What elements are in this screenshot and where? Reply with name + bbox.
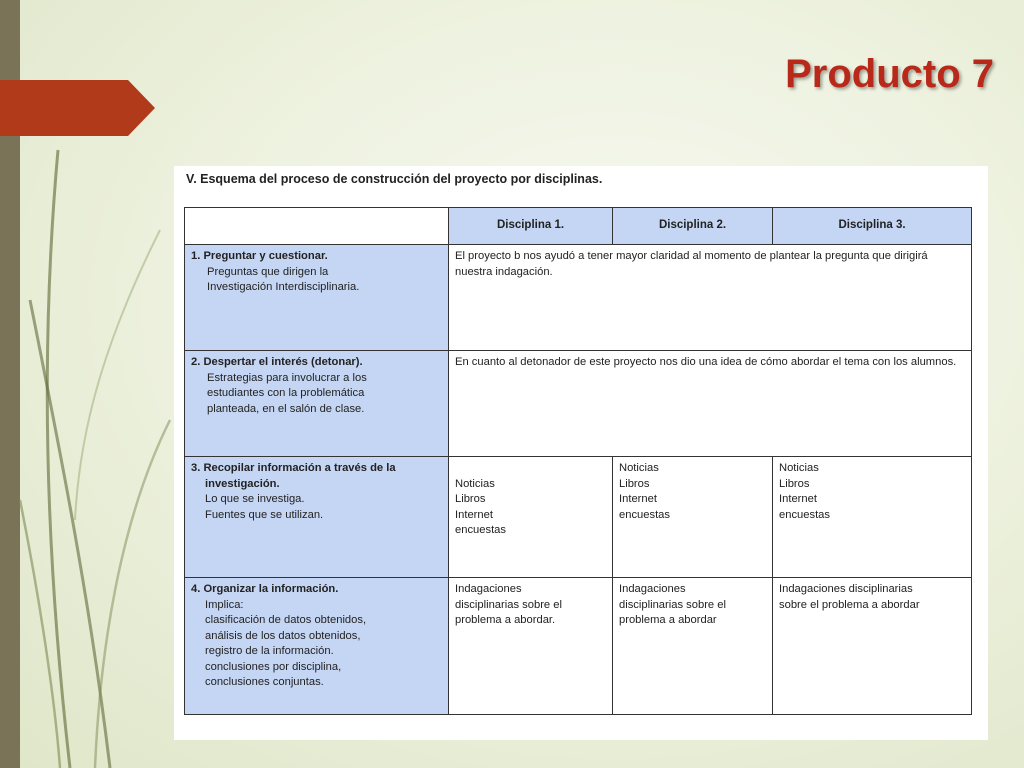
- row-1-desc-line: Preguntas que dirigen la: [207, 265, 329, 278]
- row-4-desc-line: Implica:: [205, 598, 244, 611]
- row-2-title: 2. Despertar el interés (detonar).: [191, 356, 363, 368]
- scheme-table: [184, 207, 972, 715]
- row-4-disciplina-2-cell: [613, 578, 773, 715]
- cell-line: problema a abordar.: [455, 614, 556, 626]
- document-image: [174, 166, 988, 740]
- row-4-disciplina-1-cell: [449, 578, 613, 715]
- header-disciplina-3: Disciplina 3.: [773, 208, 972, 245]
- table-header-row: [185, 208, 972, 245]
- cell-line: encuestas: [455, 524, 506, 536]
- row-3-disciplina-1-cell: [449, 457, 613, 578]
- cell-line: Internet: [455, 508, 493, 521]
- cell-line: disciplinarias sobre el: [455, 598, 562, 611]
- row-header-1: [185, 245, 449, 351]
- document-heading: V. Esquema del proceso de construcción del proyecto por disciplinas.: [186, 172, 603, 186]
- row-3-disciplina-3-cell: [773, 457, 972, 578]
- row-4-desc-line: registro de la información.: [205, 645, 334, 657]
- cell-line: Indagaciones: [619, 583, 686, 595]
- row-4-title: 4. Organizar la información.: [191, 583, 339, 595]
- cell-line: disciplinarias sobre el: [619, 598, 726, 611]
- red-arrow-shape: [0, 80, 155, 136]
- header-cell-empty: [185, 208, 449, 245]
- row-4-desc-line: conclusiones conjuntas.: [205, 676, 324, 688]
- table-row: [185, 245, 972, 351]
- row-3-desc-line: Fuentes que se utilizan.: [205, 508, 324, 521]
- row-3-title: 3. Recopilar información a través de la: [191, 462, 396, 474]
- row-2-desc-line: planteada, en el salón de clase.: [207, 402, 365, 415]
- cell-line: Noticias: [455, 477, 495, 490]
- table-row: [185, 578, 972, 715]
- cell-line: Libros: [779, 477, 810, 490]
- cell-line: encuestas: [619, 508, 670, 521]
- row-4-desc-line: conclusiones por disciplina,: [205, 660, 342, 673]
- cell-line: encuestas: [779, 508, 830, 521]
- row-2-desc-line: Estrategias para involucrar a los: [207, 371, 367, 384]
- row-4-desc-line: clasificación de datos obtenidos,: [205, 614, 367, 626]
- cell-line: Internet: [619, 493, 657, 505]
- cell-line: Libros: [619, 477, 650, 490]
- cell-line: Indagaciones: [455, 583, 522, 595]
- row-2-desc-line: estudiantes con la problemática: [207, 387, 365, 399]
- table-row: [185, 457, 972, 578]
- slide-title: Producto 7: [785, 52, 994, 96]
- cell-line: Noticias: [779, 462, 819, 474]
- header-disciplina-1: Disciplina 1.: [449, 208, 613, 245]
- row-header-2: [185, 351, 449, 457]
- cell-line: Noticias: [619, 462, 659, 474]
- cell-line: problema a abordar: [619, 614, 717, 626]
- row-2-merged-cell: En cuanto al detonador de este proyecto nos dio una idea de cómo abordar el tema con los alumnos.: [449, 351, 972, 457]
- row-4-disciplina-3-cell: [773, 578, 972, 715]
- row-header-4: [185, 578, 449, 715]
- table-row: [185, 351, 972, 457]
- row-1-title: 1. Preguntar y cuestionar.: [191, 250, 328, 262]
- row-1-merged-cell: El proyecto b nos ayudó a tener mayor claridad al momento de plantear la pregunta que dirigirá nuestra indagación.: [449, 245, 972, 351]
- row-4-desc-line: análisis de los datos obtenidos,: [205, 629, 361, 642]
- row-header-3: [185, 457, 449, 578]
- row-3-desc-line: Lo que se investiga.: [205, 493, 305, 505]
- row-3-disciplina-2-cell: [613, 457, 773, 578]
- cell-line: sobre el problema a abordar: [779, 598, 920, 611]
- cell-line: Internet: [779, 493, 817, 505]
- cell-line: Libros: [455, 493, 486, 505]
- row-1-desc-line: Investigación Interdisciplinaria.: [207, 281, 360, 293]
- header-disciplina-2: Disciplina 2.: [613, 208, 773, 245]
- cell-line: [455, 461, 606, 477]
- row-3-title-cont: investigación.: [205, 477, 280, 490]
- cell-line: Indagaciones disciplinarias: [779, 583, 913, 595]
